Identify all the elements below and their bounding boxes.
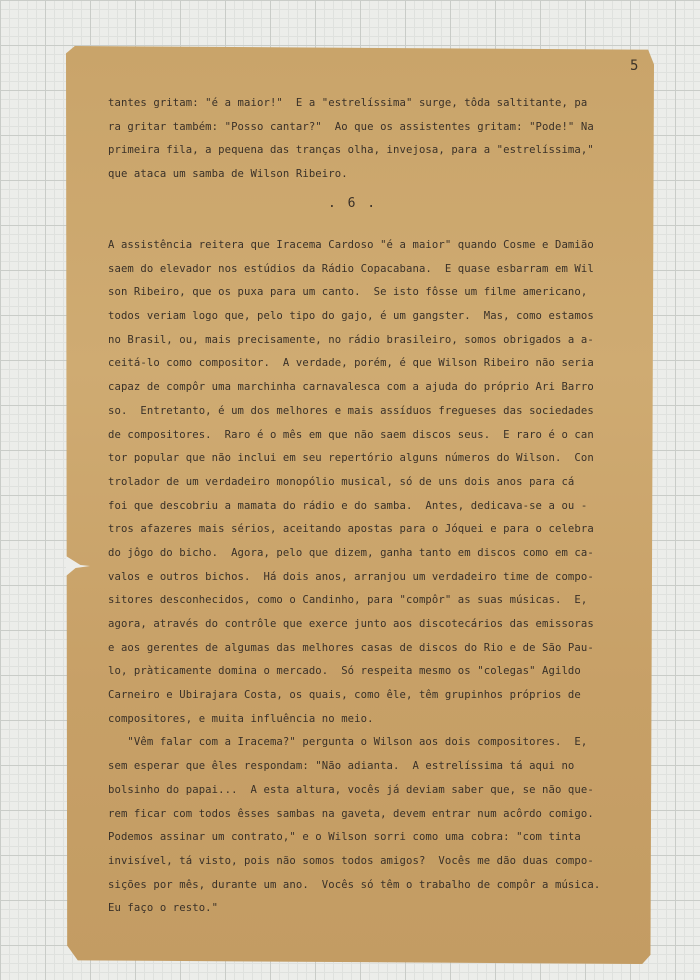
- text-line: Carneiro e Ubirajara Costa, os quais, como êle, têm grupinhos próprios de: [108, 689, 581, 702]
- text-line: de compositores. Raro é o mês em que não saem discos seus. E raro é o can: [108, 428, 594, 441]
- text-line: foi que descobriu a mamata do rádio e do samba. Antes, dedicava-se a ou -: [108, 499, 588, 512]
- page-number: 5: [630, 58, 639, 74]
- text-line: capaz de compôr uma marchinha carnavalesca com a ajuda do próprio Ari Barro: [108, 381, 594, 394]
- text-line: invisível, tá visto, pois não somos todos amigos? Vocês me dão duas compo-: [108, 854, 594, 867]
- text-line: e aos gerentes de algumas das melhores casas de discos do Rio e de São Pau-: [108, 641, 594, 654]
- text-line: do jôgo do bicho. Agora, pelo que dizem, ganha tanto em discos como em ca-: [108, 546, 594, 559]
- text-line: ra gritar também: "Posso cantar?" Ao que os assistentes gritam: "Pode!" Na: [108, 120, 594, 133]
- text-line: bolsinho do papai... A esta altura, vocês já deviam saber que, se não que-: [108, 783, 594, 796]
- text-line: tros afazeres mais sérios, aceitando apostas para o Jóquei e para o celebra: [108, 523, 594, 536]
- text-line: compositores, e muita influência no meio.: [108, 712, 374, 725]
- text-line: sições por mês, durante um ano. Vocês só têm o trabalho de compôr a música.: [108, 878, 601, 891]
- text-line: saem do elevador nos estúdios da Rádio Copacabana. E quase esbarram em Wil: [108, 262, 594, 275]
- text-line: ceitá-lo como compositor. A verdade, porém, é que Wilson Ribeiro não seria: [108, 357, 594, 370]
- text-line: sitores desconhecidos, como o Candinho, para "compôr" as suas músicas. E,: [108, 594, 588, 607]
- paragraph-top: [108, 92, 644, 187]
- text-line: no Brasil, ou, mais precisamente, no rádio brasileiro, somos obrigados a a-: [108, 333, 594, 346]
- text-line: Eu faço o resto.": [108, 902, 219, 915]
- text-line: trolador de um verdadeiro monopólio musical, só de uns dois anos para cá: [108, 475, 575, 488]
- text-line: lo, pràticamente domina o mercado. Só respeita mesmo os "colegas" Agildo: [108, 665, 581, 678]
- text-line: valos e outros bichos. Há dois anos, arranjou um verdadeiro time de compo-: [108, 570, 594, 583]
- text-line: Podemos assinar um contrato," e o Wilson sorri como uma cobra: "com tinta: [108, 831, 581, 844]
- text-line: so. Entretanto, é um dos melhores e mais assíduos fregueses das sociedades: [108, 404, 594, 417]
- text-line: son Ribeiro, que os puxa para um canto. Se isto fôsse um filme americano,: [108, 286, 588, 299]
- text-line: "Vêm falar com a Iracema?" pergunta o Wilson aos dois compositores. E,: [108, 736, 588, 749]
- text-line: agora, através do contrôle que exerce junto aos discotecários das emissoras: [108, 618, 594, 630]
- text-line: sem esperar que êles respondam: "Não adianta. A estrelíssima tá aqui no: [108, 760, 575, 773]
- text-line: A assistência reitera que Iracema Cardoso "é a maior" quando Cosme e Damião: [108, 239, 594, 251]
- section-number: . 6 .: [328, 196, 378, 211]
- text-line: tantes gritam: "é a maior!" E a "estrelíssima" surge, tôda saltitante, pa: [108, 97, 588, 109]
- text-line: tor popular que não inclui em seu repertório alguns números do Wilson. Con: [108, 452, 594, 465]
- paragraph-main: [108, 234, 644, 921]
- text-line: que ataca um samba de Wilson Ribeiro.: [108, 168, 348, 181]
- text-line: primeira fila, a pequena das tranças olha, invejosa, para a "estrelíssima,": [108, 144, 594, 157]
- text-line: todos veriam logo que, pelo tipo do gajo, é um gangster. Mas, como estamos: [108, 310, 594, 323]
- text-line: rem ficar com todos êsses sambas na gaveta, devem entrar num acôrdo comigo.: [108, 807, 594, 820]
